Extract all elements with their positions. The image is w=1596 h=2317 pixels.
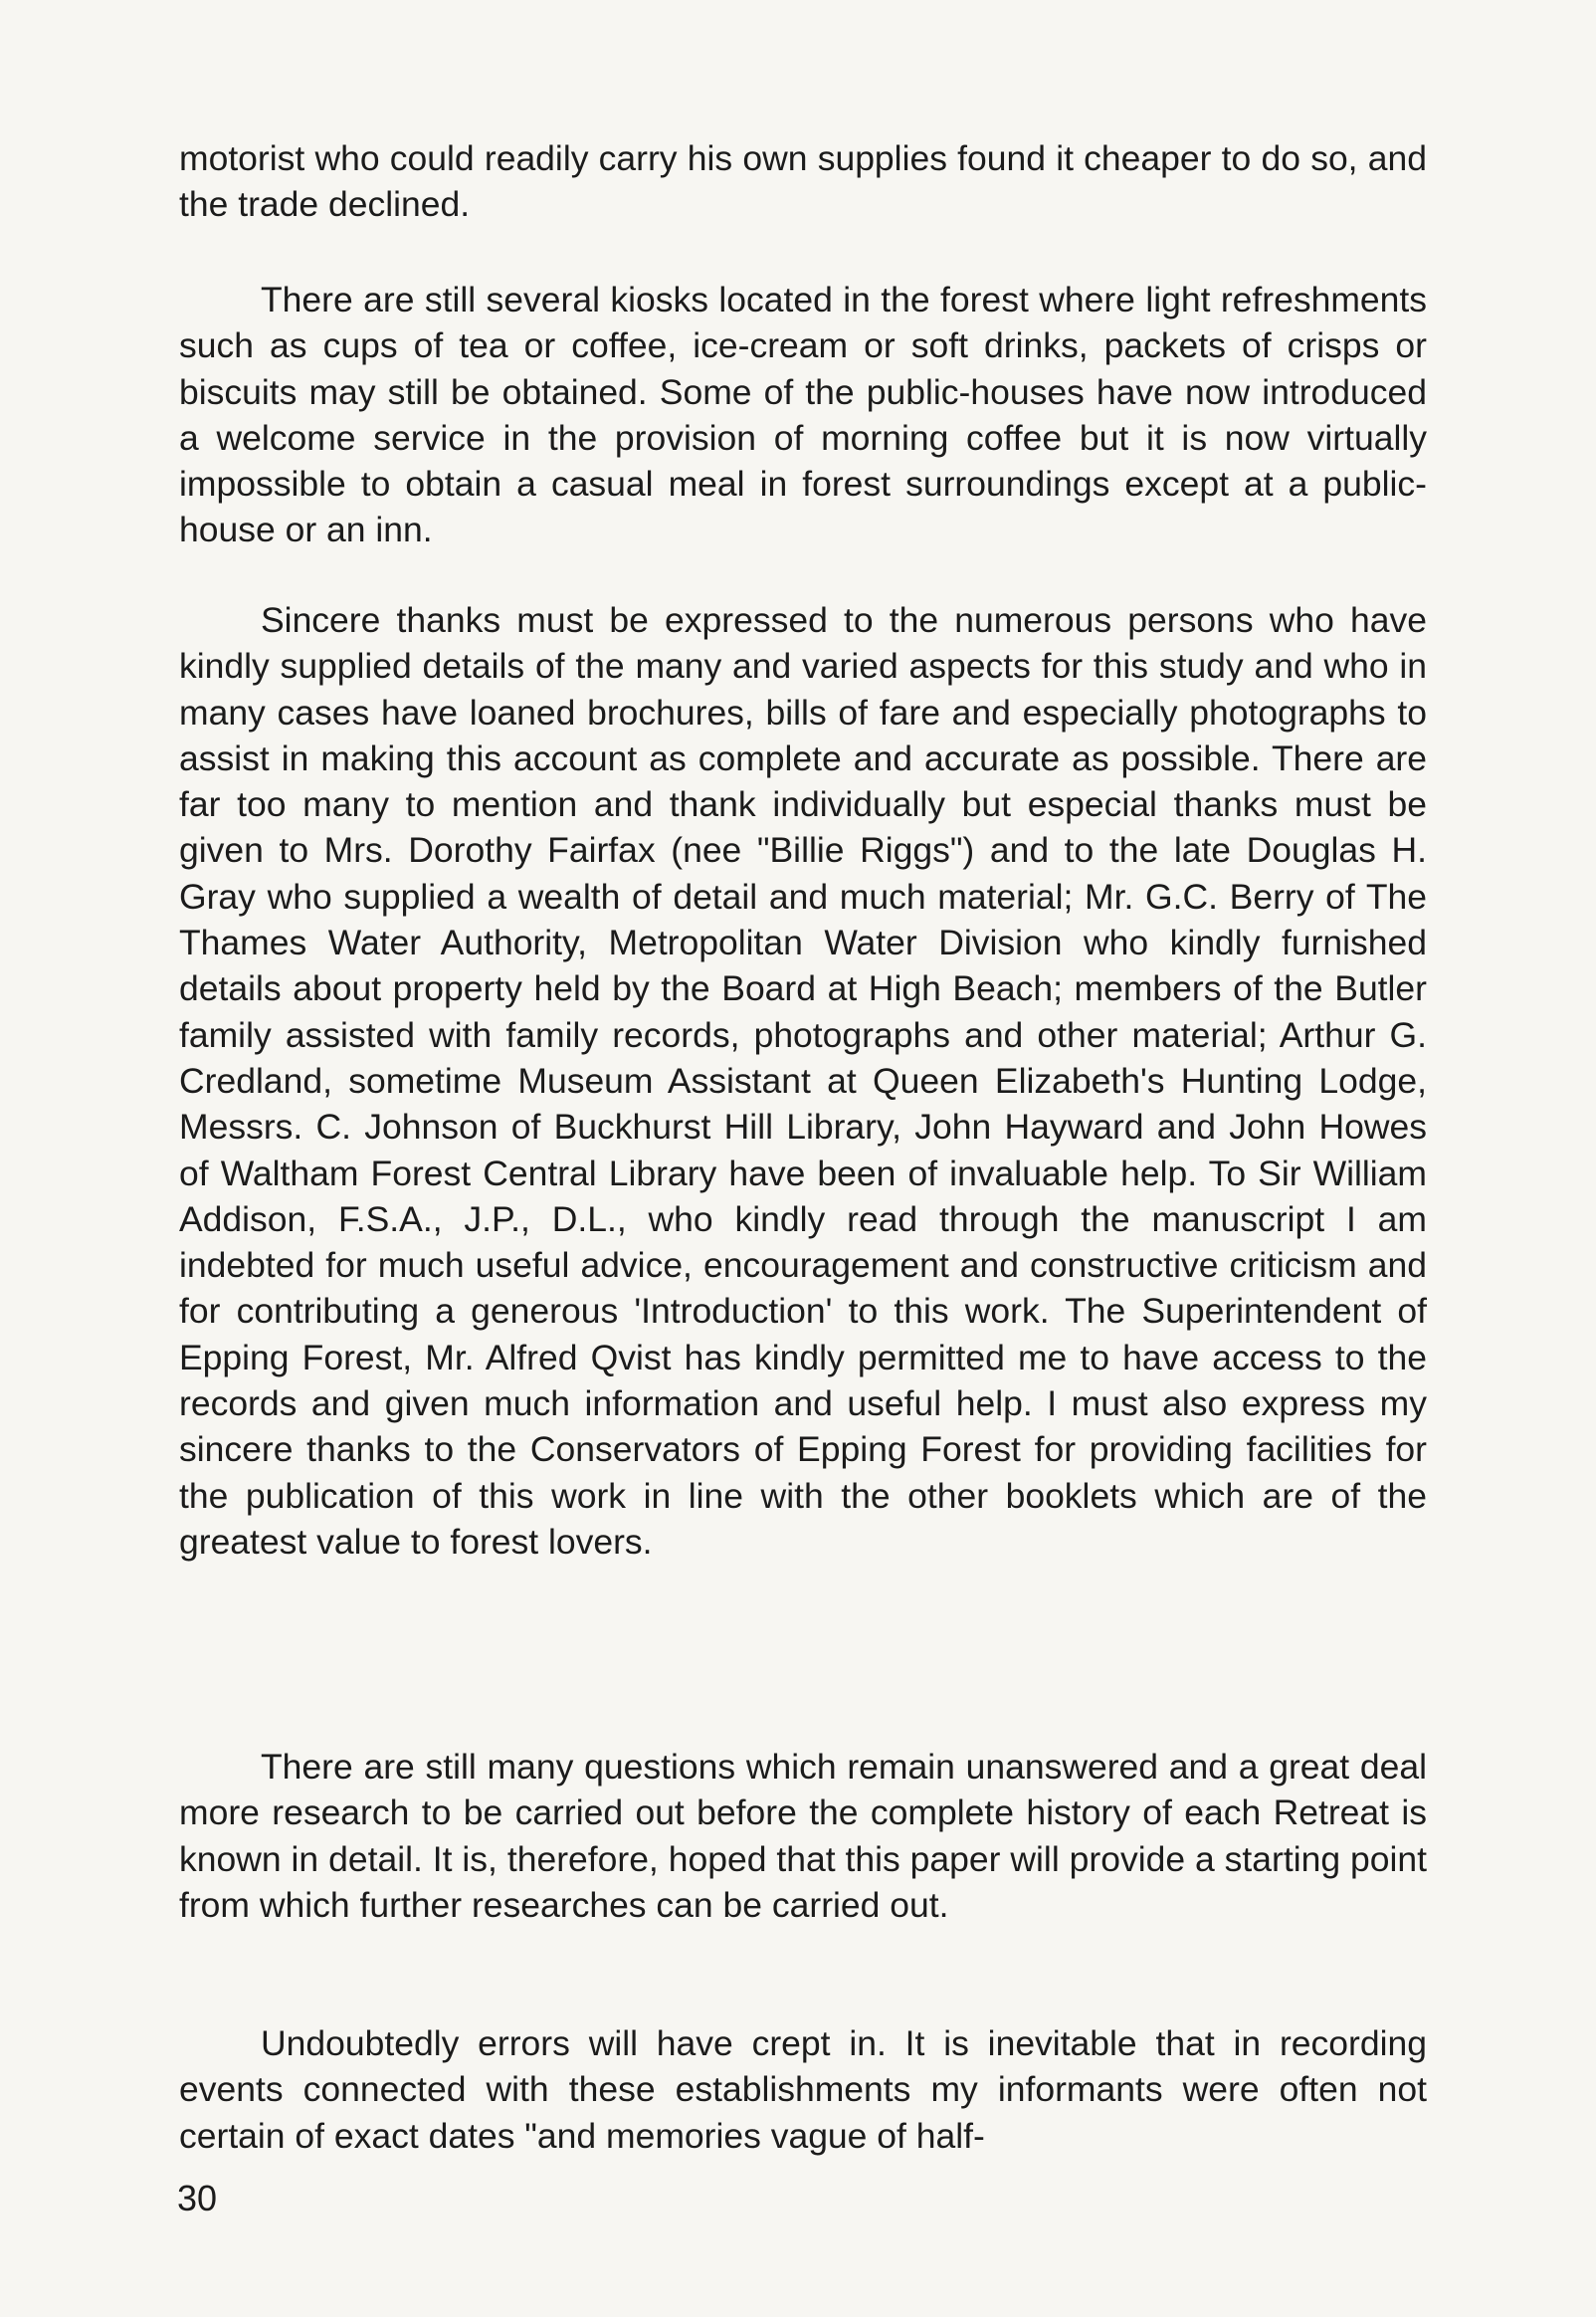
paragraph-kiosks: There are still several kiosks located in the forest where light refreshments such as cups of tea or coffee, ice-cream or soft drinks, packets of crisps or biscuits may still be obtained. Some of the public-houses have now introduced a welcome service in the provision of morning coffee but it is now virtually impossible to obtain a casual meal in forest surroundings except at a public-house or an inn. bbox=[179, 280, 1427, 550]
page-number: 30 bbox=[177, 2178, 218, 2218]
paragraph-acknowledgements: Sincere thanks must be expressed to the numerous persons who have kindly supplied details of the many and varied aspects for this study and who in many cases have loaned brochures, bills of fare and especially photographs to assist in making this account as complete and accurate as possible. There are far too many to mention and thank individually but especial thanks must be given to Mrs. Dorothy Fairfax (nee "Billie Riggs") and to the late Douglas H. Gray who supplied a wealth of detail and much material; Mr. G.C. Berry of The Thames Water Authority, Metropolitan Water Division who kindly furnished details about property held by the Board at High Beach; members of the Butler family assisted with family records, photographs and other material; Arthur G. Credland, sometime Museum Assistant at Queen Elizabeth's Hunting Lodge, Messrs. C. Johnson of Buckhurst Hill Library, John Hayward and John Howes of Waltham Forest Central Library have been of invaluable help. To Sir William Addison, F.S.A., J.P., D.L., who kindly read through the manuscript I am indebted for much useful advice, encouragement and constructive criticism and for contributing a generous 'Introduction' to this work. The Superintendent of Epping Forest, Mr. Alfred Qvist has kindly permitted me to have access to the records and given much information and useful help. I must also express my sincere thanks to the Conservators of Epping Forest for providing facilities for the publication of this work in line with the other booklets which are of the greatest value to forest lovers. bbox=[179, 600, 1427, 1562]
paragraph-continuation: motorist who could readily carry his own supplies found it cheaper to do so, and the trade declined. bbox=[179, 138, 1427, 225]
paragraph-errors: Undoubtedly errors will have crept in. It is inevitable that in recording events connected with these establishments my informants were often not certain of exact dates "and memories vague of half- bbox=[179, 2023, 1427, 2156]
paragraph-unanswered-questions: There are still many questions which remain unanswered and a great deal more research to be carried out before the complete history of each Retreat is known in detail. It is, therefore, hoped that this paper will provide a starting point from which further researches can be carried out. bbox=[179, 1747, 1427, 1925]
